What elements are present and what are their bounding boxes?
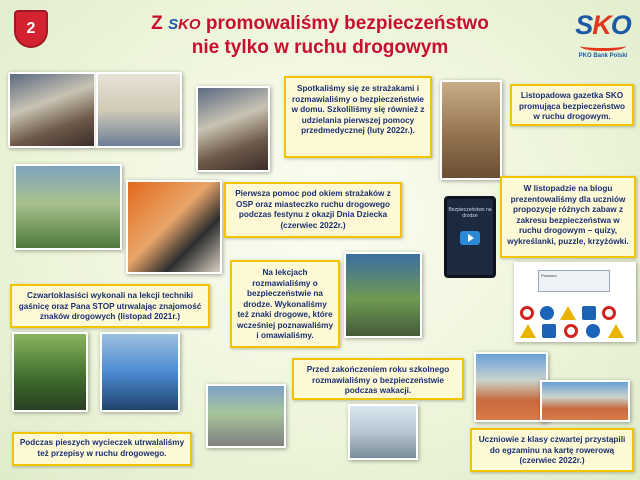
title-sko-mark: SKO — [168, 16, 201, 33]
speed-limit-sign-icon — [602, 306, 616, 320]
play-icon — [460, 231, 480, 245]
mandatory-sign-icon — [540, 306, 554, 320]
prohibition-sign-icon — [520, 306, 534, 320]
caption-walks: Podczas pieszych wycieczek utrwalaliśmy też przepisy w ruchu drogowego. — [12, 432, 192, 466]
photo-holiday-lesson — [348, 404, 418, 460]
photo-road-signs-puzzle — [514, 262, 636, 342]
caption-holidays: Przed zakończeniem roku szkolnego rozmawialiśmy o bezpieczeństwie podczas wakacji. — [292, 358, 464, 400]
sko-logo-subtitle: PKO Bank Polski — [578, 53, 628, 59]
parking-sign-icon — [582, 306, 596, 320]
photo-first-aid-training — [196, 86, 270, 172]
phone-screen-title: Bezpieczeństwo na drodze — [448, 207, 492, 219]
photo-firefighters-2 — [96, 72, 182, 148]
caption-fourth-graders: Czwartoklasiści wykonali na lekcji techniki gaśnicę oraz Pana STOP utrwalając znajomość znaków drogowych (listopad 2021r.) — [10, 284, 210, 328]
sko-logo — [570, 10, 636, 70]
school-logo — [14, 10, 48, 48]
caption-lessons: Na lekcjach rozmawialiśmy o bezpieczeństwie na drodze. Wykonaliśmy też znaki drogowe, które wcześniej poznawaliśmy i omawialiśmy. — [230, 260, 340, 348]
no-entry-sign-icon — [564, 324, 578, 338]
caption-first-aid-festival: Pierwsza pomoc pod okiem strażaków z OSP oraz miasteczko ruchu drogowego podczas festynu z okazji Dnia Dziecka (czerwiec 2022r.) — [224, 182, 402, 238]
caption-blog: W listopadzie na blogu prezentowaliśmy dla uczniów propozycje różnych zabaw z zakresu bezpieczeństwa w ruchu drogowym – quizy, wykreślanki, puzzle, krzyżówki. — [500, 176, 636, 258]
caption-bike-card: Uczniowie z klasy czwartej przystąpili do egzaminu na kartę rowerową (czerwiec 2022r.) — [470, 428, 634, 472]
photo-traffic-town — [14, 164, 122, 250]
school-logo-number: 2 — [26, 20, 36, 37]
title-line-1: Z SKO promowaliśmy bezpieczeństwo — [151, 13, 489, 34]
photo-first-aid-festival — [126, 180, 222, 274]
title-line-2: nie tylko w ruchu drogowym — [191, 37, 449, 58]
photo-extinguisher-student — [100, 332, 180, 412]
page-title — [120, 12, 520, 59]
photo-walk-crossing — [206, 384, 286, 448]
sko-logo-word: SKO — [575, 10, 631, 40]
crossing-sign-icon — [520, 324, 536, 338]
puzzle-card: Poziomo — [538, 270, 610, 292]
photo-firefighters-1 — [8, 72, 96, 148]
roundabout-sign-icon — [586, 324, 600, 338]
photo-sko-gazette — [440, 80, 502, 180]
children-sign-icon — [608, 324, 624, 338]
caption-firefighters-home: Spotkaliśmy się ze strażakami i rozmawialiśmy o bezpieczeństwie w domu. Szkoliliśmy się również z udzielania pierwszej pomocy przedmedycznej (luty 2022r.). — [284, 76, 432, 158]
photo-bike-exam-1 — [474, 352, 548, 422]
photo-road-signs-class — [344, 252, 422, 338]
photo-blog-phone — [444, 196, 496, 278]
info-sign-icon — [542, 324, 556, 338]
photo-stop-sign-student — [12, 332, 88, 412]
sko-logo-arc — [580, 41, 626, 51]
photo-bike-exam-2 — [540, 380, 630, 422]
warning-sign-icon — [560, 306, 576, 320]
caption-gazette: Listopadowa gazetka SKO promująca bezpieczeństwo w ruchu drogowym. — [510, 84, 634, 126]
